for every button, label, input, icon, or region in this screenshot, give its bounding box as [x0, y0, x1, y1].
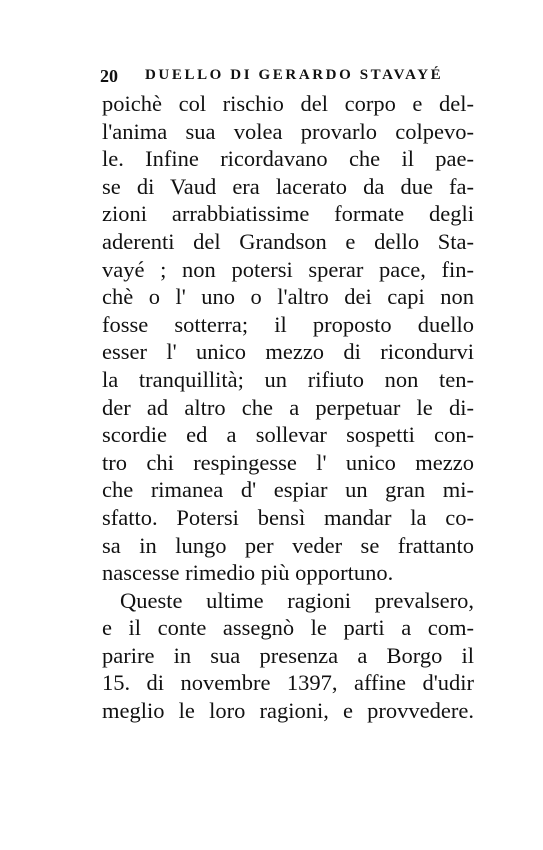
text-line: fosse sotterra; il proposto duello [102, 311, 474, 337]
text-line: zioni arrabbiatissime formate degli [102, 201, 474, 227]
page-number: 20 [100, 66, 118, 86]
text-line: poichè col rischio del corpo e del- [102, 91, 474, 116]
paragraph [102, 587, 474, 725]
text-line: Queste ultime ragioni prevalsero, [120, 587, 474, 613]
text-line: le. Infine ricordavano che il pae- [102, 146, 474, 172]
text-line: se di Vaud era lacerato da due fa- [102, 173, 474, 199]
text-line: aderenti del Grandson e dello Sta- [102, 228, 474, 254]
text-line: esser l' unico mezzo di ricondurvi [102, 339, 474, 365]
text-line: scordie ed a sollevar sospetti con- [102, 422, 474, 448]
running-title: DUELLO DI GERARDO STAVAYÉ [145, 67, 444, 83]
text-line: der ad altro che a perpetuar le di- [102, 394, 474, 420]
text-line: che rimanea d' espiar un gran mi- [102, 477, 474, 503]
text-line: chè o l' uno o l'altro dei capi non [102, 284, 474, 310]
text-line: la tranquillità; un rifiuto non ten- [102, 366, 474, 392]
text-line: sfatto. Potersi bensì mandar la co- [102, 504, 474, 530]
text-line: vayé ; non potersi sperar pace, fin- [102, 256, 474, 282]
paragraph [102, 90, 474, 587]
page-header [100, 66, 472, 92]
text-line: tro chi respingesse l' unico mezzo [102, 449, 474, 475]
text-line: meglio le loro ragioni, e provvedere. [102, 698, 474, 724]
text-line: parire in sua presenza a Borgo il [102, 642, 474, 668]
text-line: sa in lungo per veder se frattanto [102, 532, 474, 558]
text-line: 15. di novembre 1397, affine d'udir [102, 670, 474, 696]
text-line: e il conte assegnò le parti a com- [102, 615, 474, 641]
body-text [102, 90, 474, 725]
text-line: nascesse rimedio più opportuno. [102, 560, 394, 586]
text-line: l'anima sua volea provarlo colpevo- [102, 118, 474, 144]
